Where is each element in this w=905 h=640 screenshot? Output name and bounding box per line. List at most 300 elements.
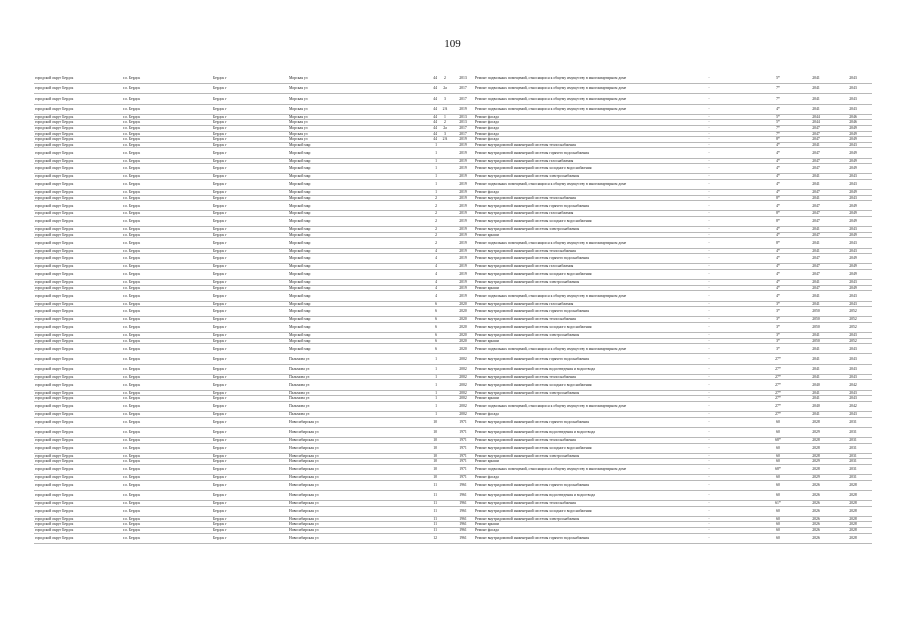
- cell-settlement: г.о. Бердск: [122, 179, 212, 189]
- cell-municipality: городской округ Бердск: [34, 84, 122, 94]
- cell-plan-start: 2029: [798, 459, 834, 465]
- cell-plan-start: 2050: [798, 317, 834, 323]
- cell-house: 11: [418, 501, 438, 507]
- cell-plan-start: 2028: [798, 453, 834, 459]
- cell-work-type: Ремонт крыши: [474, 285, 660, 291]
- cell-locality: Бердск г: [212, 131, 288, 137]
- cell-years-in-service: 8*: [758, 217, 798, 227]
- cell-municipality: городской округ Бердск: [34, 301, 122, 307]
- cell-street: Пальмова ул: [288, 412, 418, 418]
- cell-street: Морской мкр: [288, 164, 418, 174]
- cell-building: 2: [438, 74, 452, 84]
- cell-cost: -: [660, 74, 758, 84]
- cell-house: 1: [418, 174, 438, 180]
- cell-settlement: г.о. Бердск: [122, 232, 212, 238]
- cell-years-in-service: 8*: [758, 195, 798, 201]
- cell-street: Морской мкр: [288, 264, 418, 270]
- cell-plan-end: 2043: [834, 104, 872, 114]
- cell-municipality: городской округ Бердск: [34, 280, 122, 286]
- cell-plan-start: 2041: [798, 142, 834, 148]
- cell-years-in-service: 8*: [758, 137, 798, 143]
- cell-street: Новосибирская ул: [288, 501, 418, 507]
- cell-plan-end: 2031: [834, 475, 872, 481]
- cell-years-in-service: 60: [758, 506, 798, 516]
- cell-cost: -: [660, 401, 758, 411]
- cell-house: 10: [418, 437, 438, 443]
- cell-settlement: г.о. Бердск: [122, 333, 212, 339]
- cell-years-in-service: 4*: [758, 142, 798, 148]
- cell-year: 1971: [452, 443, 474, 453]
- cell-years-in-service: 60: [758, 533, 798, 543]
- cell-year: 2019: [452, 291, 474, 301]
- cell-settlement: г.о. Бердск: [122, 211, 212, 217]
- cell-locality: Бердск г: [212, 195, 288, 201]
- cell-years-in-service: 27*: [758, 374, 798, 380]
- cell-house: 44: [418, 125, 438, 131]
- cell-plan-start: 2041: [798, 333, 834, 339]
- cell-municipality: городской округ Бердск: [34, 506, 122, 516]
- cell-year: 2002: [452, 374, 474, 380]
- cell-year: 2013: [452, 114, 474, 120]
- cell-plan-start: 2047: [798, 217, 834, 227]
- cell-building: [438, 533, 452, 543]
- cell-settlement: г.о. Бердск: [122, 412, 212, 418]
- cell-years-in-service: 3*: [758, 344, 798, 354]
- cell-municipality: городской округ Бердск: [34, 254, 122, 264]
- cell-house: 44: [418, 120, 438, 126]
- cell-plan-start: 2041: [798, 396, 834, 402]
- cell-years-in-service: 27*: [758, 364, 798, 374]
- cell-locality: Бердск г: [212, 322, 288, 332]
- cell-plan-start: 2026: [798, 490, 834, 500]
- cell-municipality: городской округ Бердск: [34, 142, 122, 148]
- cell-years-in-service: 4*: [758, 248, 798, 254]
- cell-house: 1: [418, 158, 438, 164]
- cell-plan-start: 2040: [798, 380, 834, 390]
- cell-years-in-service: 4*: [758, 291, 798, 301]
- cell-years-in-service: 4*: [758, 164, 798, 174]
- cell-work-type: Ремонт внутридомовой инженерной системы теплоснабжения: [474, 248, 660, 254]
- cell-house: 1: [418, 179, 438, 189]
- cell-year: 1961: [452, 480, 474, 490]
- cell-work-type: Ремонт фасада: [474, 528, 660, 534]
- table-row: [34, 464, 872, 474]
- cell-years-in-service: 60: [758, 516, 798, 522]
- cell-years-in-service: 5*: [758, 114, 798, 120]
- cell-municipality: городской округ Бердск: [34, 211, 122, 217]
- cell-building: 2А: [438, 104, 452, 114]
- cell-settlement: г.о. Бердск: [122, 174, 212, 180]
- cell-plan-start: 2026: [798, 516, 834, 522]
- cell-municipality: городской округ Бердск: [34, 417, 122, 427]
- cell-plan-end: 2049: [834, 285, 872, 291]
- cell-cost: -: [660, 280, 758, 286]
- cell-house: 1: [418, 190, 438, 196]
- cell-building: 2: [438, 120, 452, 126]
- table-row: [34, 506, 872, 516]
- cell-municipality: городской округ Бердск: [34, 412, 122, 418]
- cell-house: 6: [418, 344, 438, 354]
- cell-plan-start: 2047: [798, 190, 834, 196]
- cell-settlement: г.о. Бердск: [122, 227, 212, 233]
- cell-work-type: Ремонт внутридомовой инженерной системы горячего водоснабжения: [474, 354, 660, 364]
- cell-plan-start: 2041: [798, 412, 834, 418]
- cell-work-type: Ремонт крыши: [474, 396, 660, 402]
- cell-locality: Бердск г: [212, 338, 288, 344]
- cell-work-type: Ремонт внутридомовой инженерной системы газоснабжения: [474, 264, 660, 270]
- cell-year: 2019: [452, 201, 474, 211]
- cell-street: Морской мкр: [288, 338, 418, 344]
- cell-municipality: городской округ Бердск: [34, 264, 122, 270]
- cell-cost: -: [660, 344, 758, 354]
- cell-plan-end: 2028: [834, 516, 872, 522]
- cell-locality: Бердск г: [212, 464, 288, 474]
- cell-house: 4: [418, 264, 438, 270]
- cell-plan-start: 2041: [798, 291, 834, 301]
- cell-work-type: Ремонт фасада: [474, 114, 660, 120]
- cell-cost: -: [660, 506, 758, 516]
- cell-building: [438, 380, 452, 390]
- cell-house: 10: [418, 427, 438, 437]
- cell-locality: Бердск г: [212, 453, 288, 459]
- cell-locality: Бердск г: [212, 291, 288, 301]
- cell-municipality: городской округ Бердск: [34, 120, 122, 126]
- cell-street: Морская ул: [288, 137, 418, 143]
- cell-street: Новосибирская ул: [288, 533, 418, 543]
- cell-year: 2019: [452, 174, 474, 180]
- cell-street: Морской мкр: [288, 291, 418, 301]
- cell-work-type: Ремонт подвальных помещений, относящихся к общему имуществу в многоквартирном доме: [474, 94, 660, 104]
- cell-cost: -: [660, 164, 758, 174]
- cell-settlement: г.о. Бердск: [122, 164, 212, 174]
- cell-municipality: городской округ Бердск: [34, 190, 122, 196]
- cell-house: 1: [418, 380, 438, 390]
- cell-plan-start: 2041: [798, 238, 834, 248]
- cell-house: 6: [418, 322, 438, 332]
- cell-plan-start: 2047: [798, 254, 834, 264]
- cell-plan-end: 2042: [834, 380, 872, 390]
- cell-street: Новосибирская ул: [288, 528, 418, 534]
- cell-plan-end: 2052: [834, 317, 872, 323]
- cell-street: Пальмова ул: [288, 354, 418, 364]
- cell-work-type: Ремонт внутридомовой инженерной системы холодного водоснабжения: [474, 380, 660, 390]
- repair-schedule-table-wrap: [34, 74, 872, 544]
- cell-house: 4: [418, 291, 438, 301]
- table-row: [34, 104, 872, 114]
- cell-years-in-service: 4*: [758, 285, 798, 291]
- cell-locality: Бердск г: [212, 269, 288, 279]
- cell-plan-start: 2047: [798, 232, 834, 238]
- cell-building: [438, 464, 452, 474]
- cell-year: 2013: [452, 120, 474, 126]
- cell-work-type: Ремонт фасада: [474, 125, 660, 131]
- cell-locality: Бердск г: [212, 390, 288, 396]
- cell-settlement: г.о. Бердск: [122, 264, 212, 270]
- cell-years-in-service: 4*: [758, 104, 798, 114]
- cell-year: 2019: [452, 104, 474, 114]
- cell-work-type: Ремонт крыши: [474, 522, 660, 528]
- cell-year: 2017: [452, 94, 474, 104]
- cell-years-in-service: 60: [758, 528, 798, 534]
- cell-year: 2019: [452, 285, 474, 291]
- cell-municipality: городской округ Бердск: [34, 364, 122, 374]
- cell-cost: -: [660, 190, 758, 196]
- cell-plan-start: 2026: [798, 501, 834, 507]
- cell-year: 2019: [452, 248, 474, 254]
- cell-year: 1961: [452, 501, 474, 507]
- cell-settlement: г.о. Бердск: [122, 490, 212, 500]
- cell-plan-end: 2043: [834, 364, 872, 374]
- table-row: [34, 417, 872, 427]
- cell-locality: Бердск г: [212, 396, 288, 402]
- cell-plan-start: 2041: [798, 179, 834, 189]
- table-row: [34, 401, 872, 411]
- cell-years-in-service: 27*: [758, 401, 798, 411]
- cell-municipality: городской округ Бердск: [34, 533, 122, 543]
- cell-locality: Бердск г: [212, 374, 288, 380]
- cell-work-type: Ремонт внутридомовой инженерной системы теплоснабжения: [474, 195, 660, 201]
- cell-work-type: Ремонт внутридомовой инженерной системы электроснабжения: [474, 453, 660, 459]
- cell-municipality: городской округ Бердск: [34, 227, 122, 233]
- cell-settlement: г.о. Бердск: [122, 364, 212, 374]
- cell-house: 11: [418, 506, 438, 516]
- cell-plan-start: 2028: [798, 417, 834, 427]
- cell-building: [438, 322, 452, 332]
- cell-locality: Бердск г: [212, 443, 288, 453]
- cell-municipality: городской округ Бердск: [34, 291, 122, 301]
- cell-settlement: г.о. Бердск: [122, 427, 212, 437]
- table-row: [34, 364, 872, 374]
- cell-street: Новосибирская ул: [288, 427, 418, 437]
- cell-house: 2: [418, 201, 438, 211]
- cell-locality: Бердск г: [212, 480, 288, 490]
- cell-cost: -: [660, 533, 758, 543]
- cell-street: Пальмова ул: [288, 374, 418, 380]
- cell-locality: Бердск г: [212, 427, 288, 437]
- cell-plan-end: 2043: [834, 374, 872, 380]
- cell-years-in-service: 4*: [758, 227, 798, 233]
- cell-cost: -: [660, 114, 758, 120]
- cell-street: Морской мкр: [288, 217, 418, 227]
- cell-municipality: городской округ Бердск: [34, 453, 122, 459]
- cell-year: 2019: [452, 164, 474, 174]
- cell-work-type: Ремонт внутридомовой инженерной системы электроснабжения: [474, 516, 660, 522]
- cell-municipality: городской округ Бердск: [34, 490, 122, 500]
- cell-plan-end: 2049: [834, 148, 872, 158]
- cell-house: 1: [418, 401, 438, 411]
- cell-year: 2002: [452, 380, 474, 390]
- cell-work-type: Ремонт подвальных помещений, относящихся к общему имуществу в многоквартирном доме: [474, 74, 660, 84]
- cell-plan-start: 2041: [798, 364, 834, 374]
- cell-work-type: Ремонт подвальных помещений, относящихся к общему имуществу в многоквартирном доме: [474, 344, 660, 354]
- cell-plan-end: 2028: [834, 533, 872, 543]
- cell-building: [438, 148, 452, 158]
- cell-locality: Бердск г: [212, 307, 288, 317]
- cell-work-type: Ремонт внутридомовой инженерной системы теплоснабжения: [474, 501, 660, 507]
- cell-house: 4: [418, 248, 438, 254]
- cell-year: 2019: [452, 232, 474, 238]
- cell-street: Пальмова ул: [288, 401, 418, 411]
- cell-plan-start: 2041: [798, 74, 834, 84]
- cell-locality: Бердск г: [212, 114, 288, 120]
- cell-street: Морская ул: [288, 84, 418, 94]
- cell-house: 2: [418, 232, 438, 238]
- cell-year: 2020: [452, 338, 474, 344]
- cell-years-in-service: 5*: [758, 74, 798, 84]
- cell-plan-end: 2049: [834, 125, 872, 131]
- cell-years-in-service: 7*: [758, 94, 798, 104]
- cell-settlement: г.о. Бердск: [122, 480, 212, 490]
- cell-settlement: г.о. Бердск: [122, 195, 212, 201]
- table-row: [34, 307, 872, 317]
- cell-locality: Бердск г: [212, 227, 288, 233]
- cell-cost: -: [660, 501, 758, 507]
- cell-settlement: г.о. Бердск: [122, 104, 212, 114]
- cell-year: 2002: [452, 364, 474, 374]
- cell-settlement: г.о. Бердск: [122, 125, 212, 131]
- cell-settlement: г.о. Бердск: [122, 459, 212, 465]
- cell-settlement: г.о. Бердск: [122, 501, 212, 507]
- cell-house: 1: [418, 396, 438, 402]
- cell-municipality: городской округ Бердск: [34, 464, 122, 474]
- cell-street: Морская ул: [288, 114, 418, 120]
- cell-years-in-service: 60: [758, 490, 798, 500]
- cell-plan-end: 2043: [834, 174, 872, 180]
- cell-work-type: Ремонт подвальных помещений, относящихся к общему имуществу в многоквартирном доме: [474, 401, 660, 411]
- cell-year: 1961: [452, 506, 474, 516]
- cell-locality: Бердск г: [212, 164, 288, 174]
- cell-house: 2: [418, 217, 438, 227]
- cell-work-type: Ремонт крыши: [474, 459, 660, 465]
- cell-cost: -: [660, 217, 758, 227]
- cell-locality: Бердск г: [212, 516, 288, 522]
- cell-work-type: Ремонт внутридомовой инженерной системы холодного водоснабжения: [474, 217, 660, 227]
- cell-settlement: г.о. Бердск: [122, 254, 212, 264]
- cell-work-type: Ремонт внутридомовой инженерной системы газоснабжения: [474, 301, 660, 307]
- cell-plan-end: 2049: [834, 232, 872, 238]
- cell-municipality: городской округ Бердск: [34, 137, 122, 143]
- cell-street: Морской мкр: [288, 269, 418, 279]
- cell-plan-start: 2026: [798, 506, 834, 516]
- cell-settlement: г.о. Бердск: [122, 317, 212, 323]
- cell-municipality: городской округ Бердск: [34, 104, 122, 114]
- cell-street: Морская ул: [288, 104, 418, 114]
- cell-house: 2: [418, 195, 438, 201]
- cell-house: 1: [418, 142, 438, 148]
- cell-cost: -: [660, 354, 758, 364]
- cell-cost: -: [660, 427, 758, 437]
- cell-plan-start: 2041: [798, 174, 834, 180]
- cell-cost: -: [660, 238, 758, 248]
- cell-building: [438, 344, 452, 354]
- cell-house: 4: [418, 269, 438, 279]
- cell-cost: -: [660, 125, 758, 131]
- cell-house: 11: [418, 480, 438, 490]
- cell-street: Морской мкр: [288, 232, 418, 238]
- cell-municipality: городской округ Бердск: [34, 354, 122, 364]
- cell-years-in-service: 27*: [758, 412, 798, 418]
- cell-years-in-service: 68*: [758, 464, 798, 474]
- cell-year: 2017: [452, 131, 474, 137]
- cell-settlement: г.о. Бердск: [122, 354, 212, 364]
- cell-municipality: городской округ Бердск: [34, 164, 122, 174]
- cell-plan-end: 2052: [834, 338, 872, 344]
- cell-plan-start: 2040: [798, 401, 834, 411]
- cell-cost: -: [660, 528, 758, 534]
- cell-plan-end: 2043: [834, 412, 872, 418]
- cell-municipality: городской округ Бердск: [34, 396, 122, 402]
- cell-municipality: городской округ Бердск: [34, 380, 122, 390]
- cell-years-in-service: 4*: [758, 201, 798, 211]
- cell-street: Морской мкр: [288, 333, 418, 339]
- cell-street: Новосибирская ул: [288, 506, 418, 516]
- cell-house: 11: [418, 516, 438, 522]
- cell-street: Морская ул: [288, 131, 418, 137]
- cell-municipality: городской округ Бердск: [34, 333, 122, 339]
- cell-building: [438, 217, 452, 227]
- cell-year: 2017: [452, 125, 474, 131]
- cell-municipality: городской округ Бердск: [34, 158, 122, 164]
- cell-years-in-service: 60: [758, 427, 798, 437]
- cell-locality: Бердск г: [212, 522, 288, 528]
- cell-street: Новосибирская ул: [288, 464, 418, 474]
- cell-years-in-service: 60: [758, 417, 798, 427]
- cell-year: 1971: [452, 427, 474, 437]
- cell-settlement: г.о. Бердск: [122, 201, 212, 211]
- cell-years-in-service: 8*: [758, 211, 798, 217]
- cell-house: 10: [418, 459, 438, 465]
- cell-work-type: Ремонт внутридомовой инженерной системы электроснабжения: [474, 280, 660, 286]
- cell-plan-end: 2046: [834, 114, 872, 120]
- cell-municipality: городской округ Бердск: [34, 344, 122, 354]
- cell-building: [438, 401, 452, 411]
- cell-work-type: Ремонт внутридомовой инженерной системы теплоснабжения: [474, 374, 660, 380]
- cell-municipality: городской округ Бердск: [34, 501, 122, 507]
- cell-street: Морской мкр: [288, 148, 418, 158]
- table-row: [34, 533, 872, 543]
- cell-cost: -: [660, 338, 758, 344]
- cell-plan-end: 2028: [834, 501, 872, 507]
- cell-plan-start: 2044: [798, 120, 834, 126]
- table-row: [34, 269, 872, 279]
- cell-cost: -: [660, 380, 758, 390]
- cell-plan-end: 2031: [834, 427, 872, 437]
- cell-years-in-service: 4*: [758, 174, 798, 180]
- cell-plan-end: 2043: [834, 390, 872, 396]
- cell-municipality: городской округ Бердск: [34, 195, 122, 201]
- cell-cost: -: [660, 390, 758, 396]
- cell-municipality: городской округ Бердск: [34, 516, 122, 522]
- cell-years-in-service: 7*: [758, 84, 798, 94]
- table-row: [34, 322, 872, 332]
- cell-plan-start: 2041: [798, 84, 834, 94]
- cell-street: Новосибирская ул: [288, 516, 418, 522]
- cell-work-type: Ремонт фасада: [474, 137, 660, 143]
- cell-street: Морская ул: [288, 125, 418, 131]
- cell-plan-start: 2028: [798, 443, 834, 453]
- cell-building: [438, 480, 452, 490]
- cell-years-in-service: 3*: [758, 307, 798, 317]
- table-row: [34, 380, 872, 390]
- cell-settlement: г.о. Бердск: [122, 269, 212, 279]
- cell-plan-start: 2050: [798, 322, 834, 332]
- cell-years-in-service: 27*: [758, 354, 798, 364]
- cell-year: 2019: [452, 254, 474, 264]
- cell-years-in-service: 68*: [758, 437, 798, 443]
- cell-year: 2019: [452, 217, 474, 227]
- cell-plan-end: 2043: [834, 248, 872, 254]
- cell-years-in-service: 3*: [758, 322, 798, 332]
